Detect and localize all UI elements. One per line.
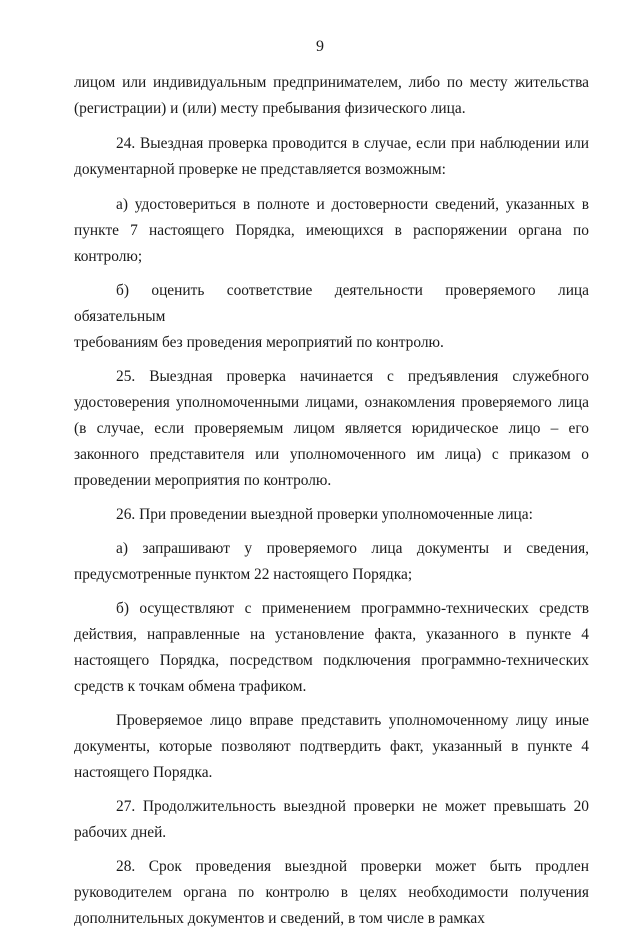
- text-line: предусмотренные пунктом 22 настоящего Порядка;: [74, 566, 413, 583]
- text-line: настоящего Порядка.: [74, 764, 213, 781]
- paragraph: [74, 794, 589, 846]
- text-line: а) удостовериться в полноте и достоверности сведений, указанных в: [116, 196, 589, 213]
- text-line: средств к точкам обмена трафиком.: [74, 678, 307, 695]
- text-line: (регистрации) и (или) месту пребывания физического лица.: [74, 100, 466, 117]
- text-line: документы, которые позволяют подтвердить факт, указанный в пункте 4: [74, 738, 589, 755]
- paragraph: [74, 278, 589, 356]
- paragraph: [74, 192, 589, 270]
- text-line: лицом или индивидуальным предпринимателем, либо по месту жительства: [74, 74, 589, 91]
- text-line: 26. При проведении выездной проверки уполномоченные лица:: [116, 506, 533, 523]
- text-line: а) запрашивают у проверяемого лица документы и сведения,: [116, 540, 589, 557]
- text-line: дополнительных документов и сведений, в том числе в рамках: [74, 910, 485, 927]
- paragraph: [74, 854, 589, 932]
- text-line: удостоверения уполномоченными лицами, ознакомления проверяемого лица: [74, 394, 589, 411]
- text-line: рабочих дней.: [74, 824, 167, 841]
- text-line: 28. Срок проведения выездной проверки может быть продлен: [116, 858, 589, 875]
- text-line: действия, направленные на установление факта, указанного в пункте 4: [74, 626, 589, 643]
- text-line: 27. Продолжительность выездной проверки не может превышать 20: [116, 798, 589, 815]
- paragraph: [74, 131, 589, 183]
- document-body: [74, 70, 589, 932]
- text-line: Проверяемое лицо вправе представить уполномоченному лицу иные: [116, 712, 589, 729]
- text-line: руководителем органа по контролю в целях необходимости получения: [74, 884, 589, 901]
- text-line: контролю;: [74, 248, 143, 265]
- text-line: 24. Выездная проверка проводится в случае, если при наблюдении или: [116, 135, 589, 152]
- text-line: документарной проверке не представляется возможным:: [74, 161, 446, 178]
- paragraph: [74, 596, 589, 700]
- paragraph: [74, 70, 589, 122]
- paragraph: [74, 364, 589, 494]
- text-line: требованиям без проведения мероприятий по контролю.: [74, 334, 444, 351]
- paragraph: [74, 536, 589, 588]
- text-line: б) оценить соответствие деятельности проверяемого лица обязательным: [74, 282, 589, 325]
- page-number: 9: [316, 38, 324, 55]
- text-line: законного представителя или уполномоченного им лица) с приказом о: [74, 446, 589, 463]
- paragraph: [74, 708, 589, 786]
- text-line: 25. Выездная проверка начинается с предъявления служебного: [116, 368, 589, 385]
- text-line: настоящего Порядка, посредством подключения программно-технических: [74, 652, 589, 669]
- text-line: пункте 7 настоящего Порядка, имеющихся в распоряжении органа по: [74, 222, 589, 239]
- text-line: б) осуществляют с применением программно-технических средств: [116, 600, 589, 617]
- text-line: проведении мероприятия по контролю.: [74, 472, 332, 489]
- text-line: (в случае, если проверяемым лицом является юридическое лицо – его: [74, 420, 589, 437]
- paragraph: [74, 502, 589, 528]
